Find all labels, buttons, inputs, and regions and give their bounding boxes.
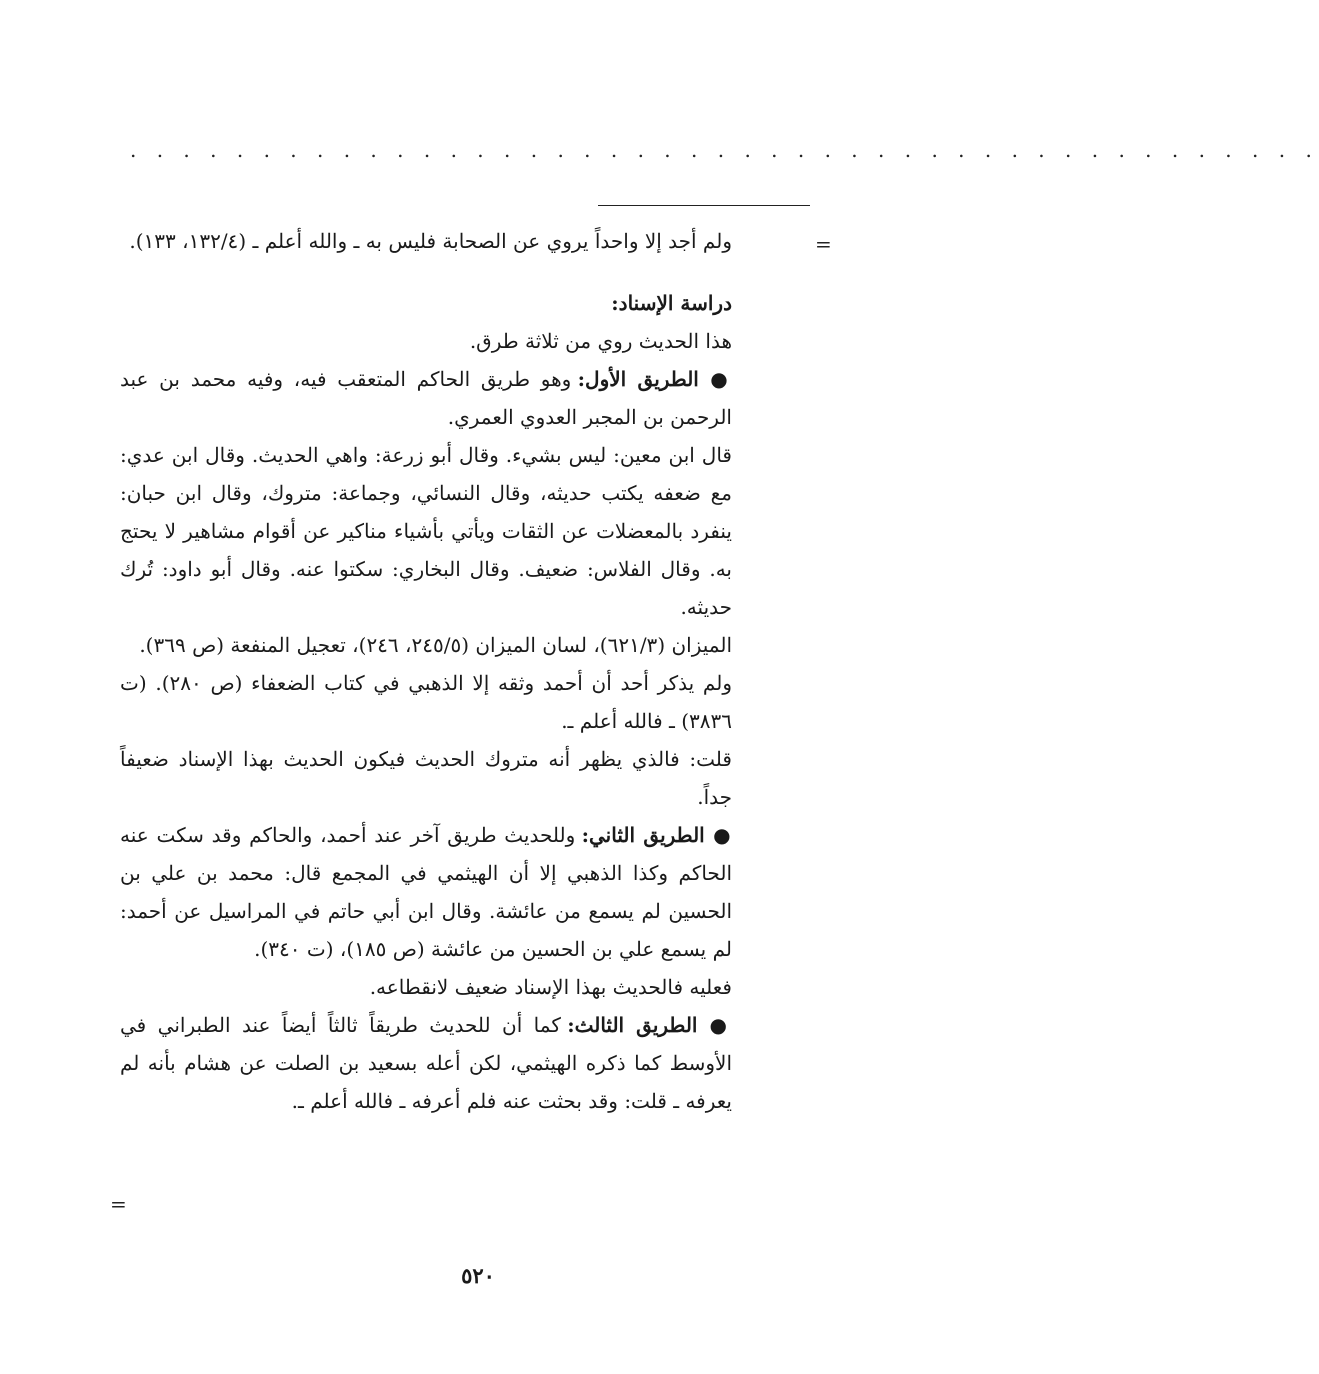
third-route-text: كما أن للحديث طريقاً ثالثاً أيضاً عند الطبراني في الأوسط كما ذكره الهيثمي، لكن أعله بسعيد بن الصلت عن هشام بأنه لم يعرفه ـ قلت: وقد بحثت عنه فلم أعرفه ـ فالله أعلم ـ. bbox=[120, 1013, 732, 1113]
second-route-text: وللحديث طريق آخر عند أحمد، والحاكم وقد سكت عنه الحاكم وكذا الذهبي إلا أن الهيثمي في المجمع قال: محمد بن علي بن الحسين لم يسمع من عائشة. وقال ابن أبي حاتم في المراسيل عن أحمد: لم يسمع علي بن الحسين من عائشة (ص ١٨٥)، (ت ٣٤٠). bbox=[120, 823, 732, 961]
footnote-paragraph-2: هذا الحديث روي من ثلاثة طرق. bbox=[469, 329, 732, 353]
section-heading: دراسة الإسناد: bbox=[611, 291, 732, 315]
footnote-rule bbox=[598, 205, 810, 206]
footnote-paragraph-1: ولم أجد إلا واحداً يروي عن الصحابة فليس به ـ والله أعلم ـ (١٣٢/٤، ١٣٣). bbox=[129, 229, 732, 253]
third-route-paragraph bbox=[120, 1006, 732, 1120]
footnote-body bbox=[120, 222, 732, 1120]
first-route-label: ● الطريق الأول: bbox=[577, 367, 732, 391]
references-paragraph: الميزان (٦٢١/٣)، لسان الميزان (٢٤٥/٥، ٢٤٦)، تعجيل المنفعة (ص ٣٦٩). bbox=[139, 633, 732, 657]
second-route-paragraph bbox=[120, 816, 732, 968]
conclusion-paragraph-2: فعليه فالحديث بهذا الإسناد ضعيف لانقطاعه. bbox=[369, 975, 732, 999]
narrator-criticism-paragraph: قال ابن معين: ليس بشيء. وقال أبو زرعة: واهي الحديث. وقال ابن عدي: مع ضعفه يكتب حديثه، وقال النسائي، وجماعة: متروك، وقال ابن حبان: ينفرد بالمعضلات عن الثقات ويأتي بأشياء مناكير عن أقوام مشاهير لا يحتج به. وقال الفلاس: ضعيف. وقال البخاري: سكتوا عنه. وقال أبو داود: تُرك حديثه. bbox=[120, 443, 733, 619]
third-route-label: ● الطريق الثالث: bbox=[567, 1013, 732, 1037]
dhahabi-paragraph: ولم يذكر أحد أن أحمد وثقه إلا الذهبي في كتاب الضعفاء (ص ٢٨٠). (ت ٣٨٣٦) ـ فالله أعلم ـ. bbox=[120, 671, 732, 733]
page-number: ٥٢٠ bbox=[461, 1263, 495, 1288]
continuation-mark-bottom: = bbox=[110, 1192, 127, 1216]
first-route-text: وهو طريق الحاكم المتعقب فيه، وفيه محمد بن عبد الرحمن بن المجبر العدوي العمري. bbox=[120, 367, 732, 429]
dotted-separator: . . . . . . . . . . . . . . . . . . . . . . . . . . . . . . . . . . . . . . . . . . . . . bbox=[130, 138, 1319, 162]
first-route-paragraph bbox=[120, 360, 732, 436]
continuation-mark-top: = bbox=[815, 232, 832, 256]
second-route-label: ● الطريق الثاني: bbox=[581, 823, 732, 847]
conclusion-paragraph-1: قلت: فالذي يظهر أنه متروك الحديث فيكون الحديث بهذا الإسناد ضعيفاً جداً. bbox=[120, 747, 732, 809]
